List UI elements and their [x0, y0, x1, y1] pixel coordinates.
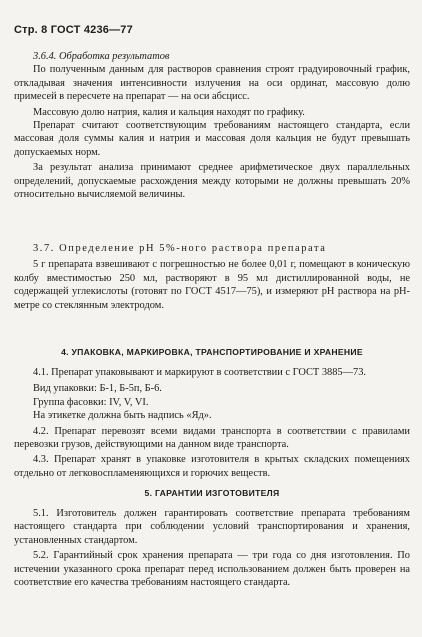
section-4	[14, 366, 410, 480]
paragraph: Массовую долю натрия, калия и кальция находят по графику.	[33, 106, 305, 118]
paragraph: 4.3. Препарат хранят в упаковке изготовителя в крытых складских помещениях отдельно от легковоспламеняющихся и горючих веществ.	[14, 454, 410, 479]
section-5	[14, 507, 410, 589]
paragraph: 5 г препарата взвешивают с погрешностью не более 0,01 г, помещают в коническую колбу вместимостью 250 мл, растворяют в 95 мл дистиллированной воды, не содержащей углекислоты (готовят по ГОСТ 4517—75), и измеряют pH раствора на pH-метре со стеклянным электродом.	[14, 259, 410, 311]
section-heading: 5. ГАРАНТИИ ИЗГОТОВИТЕЛЯ	[144, 488, 280, 498]
paragraph: 4.2. Препарат перевозят всеми видами транспорта в соответствии с правилами перевозки грузов, действующими на данном виде транспорта.	[14, 425, 410, 451]
paragraph: По полученным данным для растворов сравнения строят градуировочный график, откладывая значения интенсивности излучения на оси ординат, массовую долю примесей в пересчете на препарат — на оси абсцисс.	[14, 64, 410, 103]
section-heading: 4. УПАКОВКА, МАРКИРОВКА, ТРАНСПОРТИРОВАНИЕ И ХРАНЕНИЕ	[61, 347, 363, 357]
paragraph: За результат анализа принимают среднее арифметическое двух параллельных определений, допускаемые расхождения между которыми не должны превышать 20% относительно вычисляемой величины.	[14, 162, 410, 201]
paragraph: 5.2. Гарантийный срок хранения препарата — три года со дня изготовления. По истечении указанного срока препарат перед использованием должен быть проверен на соответствие его качества требованиям настоящего стандарта.	[14, 550, 410, 589]
section-title: 3.6.4. Обработка результатов	[33, 51, 170, 62]
page-header: Стр. 8 ГОСТ 4236—77	[14, 24, 133, 36]
paragraph: На этикетке должна быть надпись «Яд».	[33, 410, 212, 422]
section-title: 3.7. Определение pH 5%-ного раствора препарата	[33, 243, 327, 254]
paragraph: Группа фасовки: IV, V, VI.	[33, 396, 149, 408]
paragraph: Вид упаковки: Б-1, Б-5п, Б-6.	[33, 383, 162, 395]
section-3-7	[14, 242, 410, 312]
paragraph: 4.1. Препарат упаковывают и маркируют в соответствии с ГОСТ 3885—73.	[33, 367, 366, 378]
section-3-6-4	[14, 50, 410, 201]
paragraph: Препарат считают соответствующим требованиям настоящего стандарта, если массовая доля суммы калия и натрия и массовая доля кальция не будут превышать допускаемых норм.	[14, 120, 410, 158]
paragraph: 5.1. Изготовитель должен гарантировать соответствие препарата требованиям настоящего стандарта при соблюдении условий транспортирования и хранения, установленных стандартом.	[14, 508, 410, 546]
